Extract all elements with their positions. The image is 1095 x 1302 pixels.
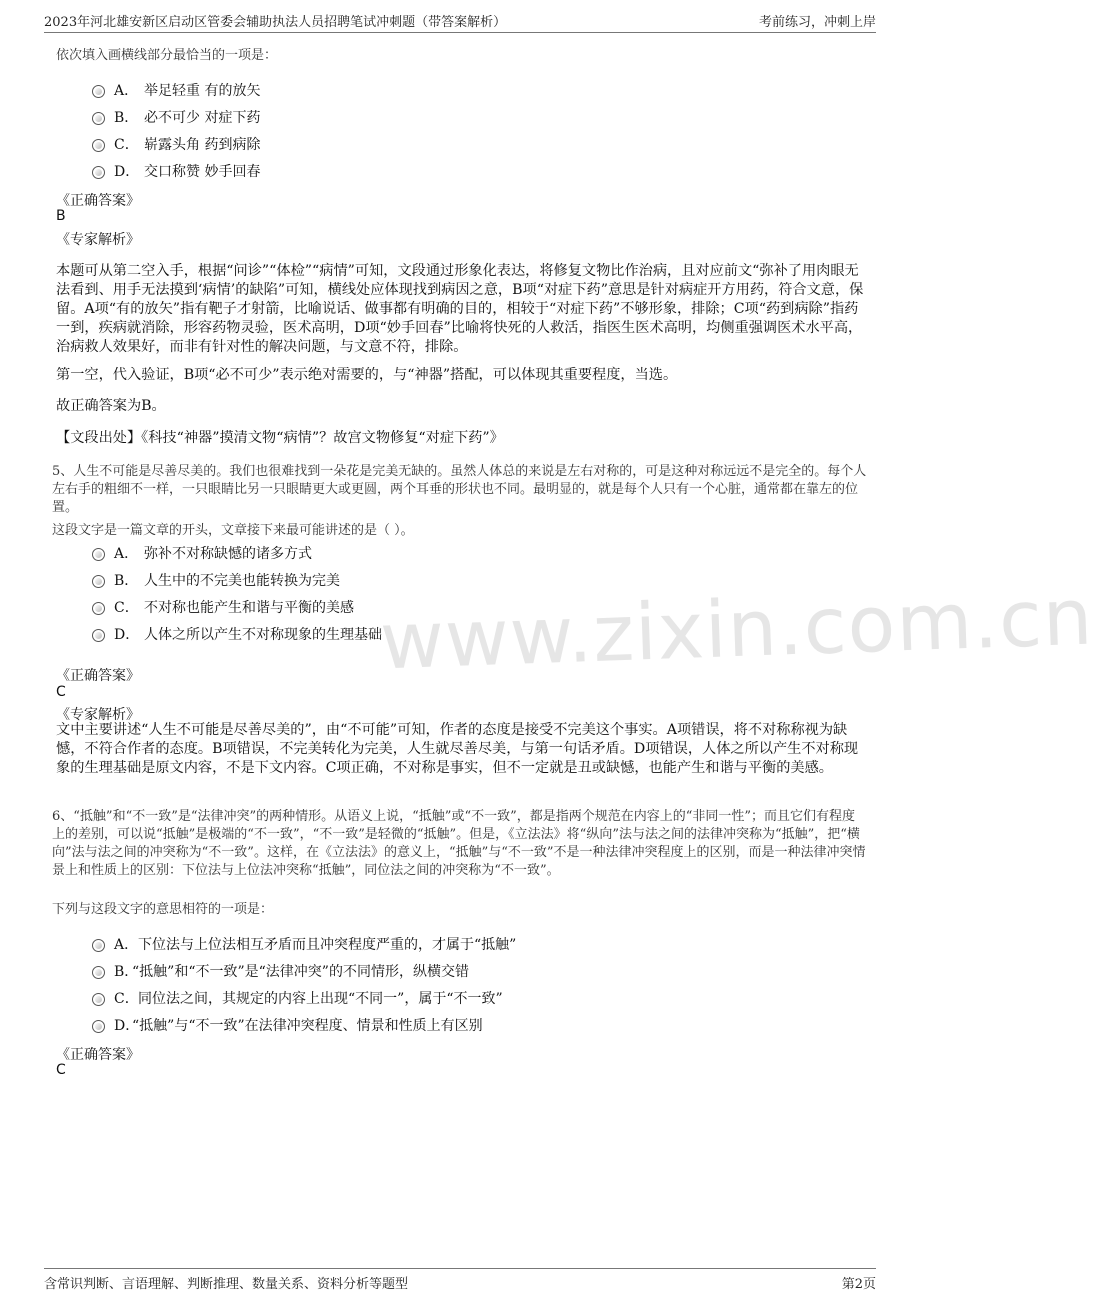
q5-stem: 5、人生不可能是尽善尽美的。我们也很难找到一朵花是完美无缺的。虽然人体总的来说是左右对称的，可是这种对称远远不是完全的。每个人左右手的粗细不一样，一只眼睛比另一只眼睛更大或更圆，两个耳垂的形状也不同。最明显的，就是每个人只有一个心脏，通常都在靠左的位置。 bbox=[52, 464, 867, 515]
q4-answer: B bbox=[56, 208, 66, 224]
radio-icon[interactable] bbox=[92, 993, 105, 1006]
q6-stem: 6、“抵触”和“不一致”是“法律冲突”的两种情形。从语义上说，“抵触”或“不一致”，都是指两个规范在内容上的“非同一性”；而且它们有程度上的差别，可以说“抵触”是极端的“不一致”，“不一致”是轻微的“抵触”。但是，《立法法》将“纵向”法与法之间的法律冲突称为“抵触”，把“横向”法与法之间的冲突称为“不一致”。这样，在《立法法》的意义上，“抵触”与“不一致”不是一种法律冲突程度上的区别，而是一种法律冲突情景上和性质上的区别：下位法与上位法冲突称“抵触”，同位法之间的冲突称为“不一致”。 bbox=[52, 809, 866, 878]
q4-answer-label: 《正确答案》 bbox=[56, 193, 140, 209]
page-header bbox=[44, 10, 876, 33]
header-slogan: 考前练习，冲刺上岸 bbox=[758, 15, 876, 30]
footer-topics: 含常识判断、言语理解、判断推理、数量关系、资料分析等题型 bbox=[44, 1277, 409, 1292]
radio-icon[interactable] bbox=[92, 1020, 105, 1033]
q5-answer: C bbox=[56, 684, 66, 700]
radio-icon[interactable] bbox=[92, 548, 105, 561]
document-title: 2023年河北雄安新区启动区管委会辅助执法人员招聘笔试冲刺题（带答案解析） bbox=[44, 15, 507, 30]
q4-analysis-label: 《专家解析》 bbox=[56, 232, 140, 248]
radio-icon[interactable] bbox=[92, 575, 105, 588]
radio-icon[interactable] bbox=[92, 966, 105, 979]
q5-analysis-text: 文中主要讲述“人生不可能是尽善尽美的”，由“不可能”可知，作者的态度是接受不完美这个事实。A项错误，将不对称称视为缺憾，不符合作者的态度。B项错误，不完美转化为完美，人生就尽善尽美，与第一句话矛盾。D项错误，人体之所以产生不对称现象的生理基础是原文内容，不是下文内容。C项正确，不对称是事实，但不一定就是丑或缺憾，也能产生和谐与平衡的美感。 bbox=[56, 722, 859, 776]
q5-prompt: 这段文字是一篇文章的开头，文章接下来最可能讲述的是（ ）。 bbox=[52, 523, 414, 538]
q6-answer-label: 《正确答案》 bbox=[56, 1047, 140, 1063]
q4-analysis-validation: 第一空，代入验证，B项“必不可少”表示绝对需要的，与“神器”搭配，可以体现其重要程度，当选。 bbox=[56, 367, 678, 383]
watermark: www.zixin.com.cn bbox=[378, 572, 1095, 688]
q4-analysis-conclusion: 故正确答案为B。 bbox=[56, 398, 166, 414]
radio-icon[interactable] bbox=[92, 139, 105, 152]
q6-prompt: 下列与这段文字的意思相符的一项是： bbox=[52, 902, 274, 917]
radio-icon[interactable] bbox=[92, 939, 105, 952]
radio-icon[interactable] bbox=[92, 602, 105, 615]
radio-icon[interactable] bbox=[92, 85, 105, 98]
q4-source: 【文段出处】《科技“神器”摸清文物“病情”？故宫文物修复“对症下药”》 bbox=[56, 430, 504, 446]
q4-prompt: 依次填入画横线部分最恰当的一项是： bbox=[56, 48, 278, 63]
q5-answer-label: 《正确答案》 bbox=[56, 668, 140, 684]
page-footer bbox=[44, 1268, 876, 1291]
radio-icon[interactable] bbox=[92, 112, 105, 125]
q5-analysis-label: 《专家解析》 bbox=[56, 707, 140, 723]
q4-analysis-text: 本题可从第二空入手，根据“问诊”“体检”“病情”可知，文段通过形象化表达，将修复文物比作治病，且对应前文“弥补了用肉眼无法看到、用手无法摸到‘病情’的缺陷”可知，横线处应体现找到病因之意，B项“对症下药”意思是针对病症开方用药，符合文意，保留。A项“有的放矢”指有靶子才射箭，比喻说话、做事都有明确的目的，相较于“对症下药”不够形象，排除；C项“药到病除”指药一到，疾病就消除，形容药物灵验，医术高明，D项“妙手回春”比喻将快死的人救活，指医生医术高明，均侧重强调医术水平高，治病救人效果好，而非有针对性的解决问题，与文意不符，排除。 bbox=[56, 263, 864, 355]
radio-icon[interactable] bbox=[92, 629, 105, 642]
q6-answer: C bbox=[56, 1062, 66, 1078]
page-number: 第2页 bbox=[841, 1277, 876, 1292]
radio-icon[interactable] bbox=[92, 166, 105, 179]
